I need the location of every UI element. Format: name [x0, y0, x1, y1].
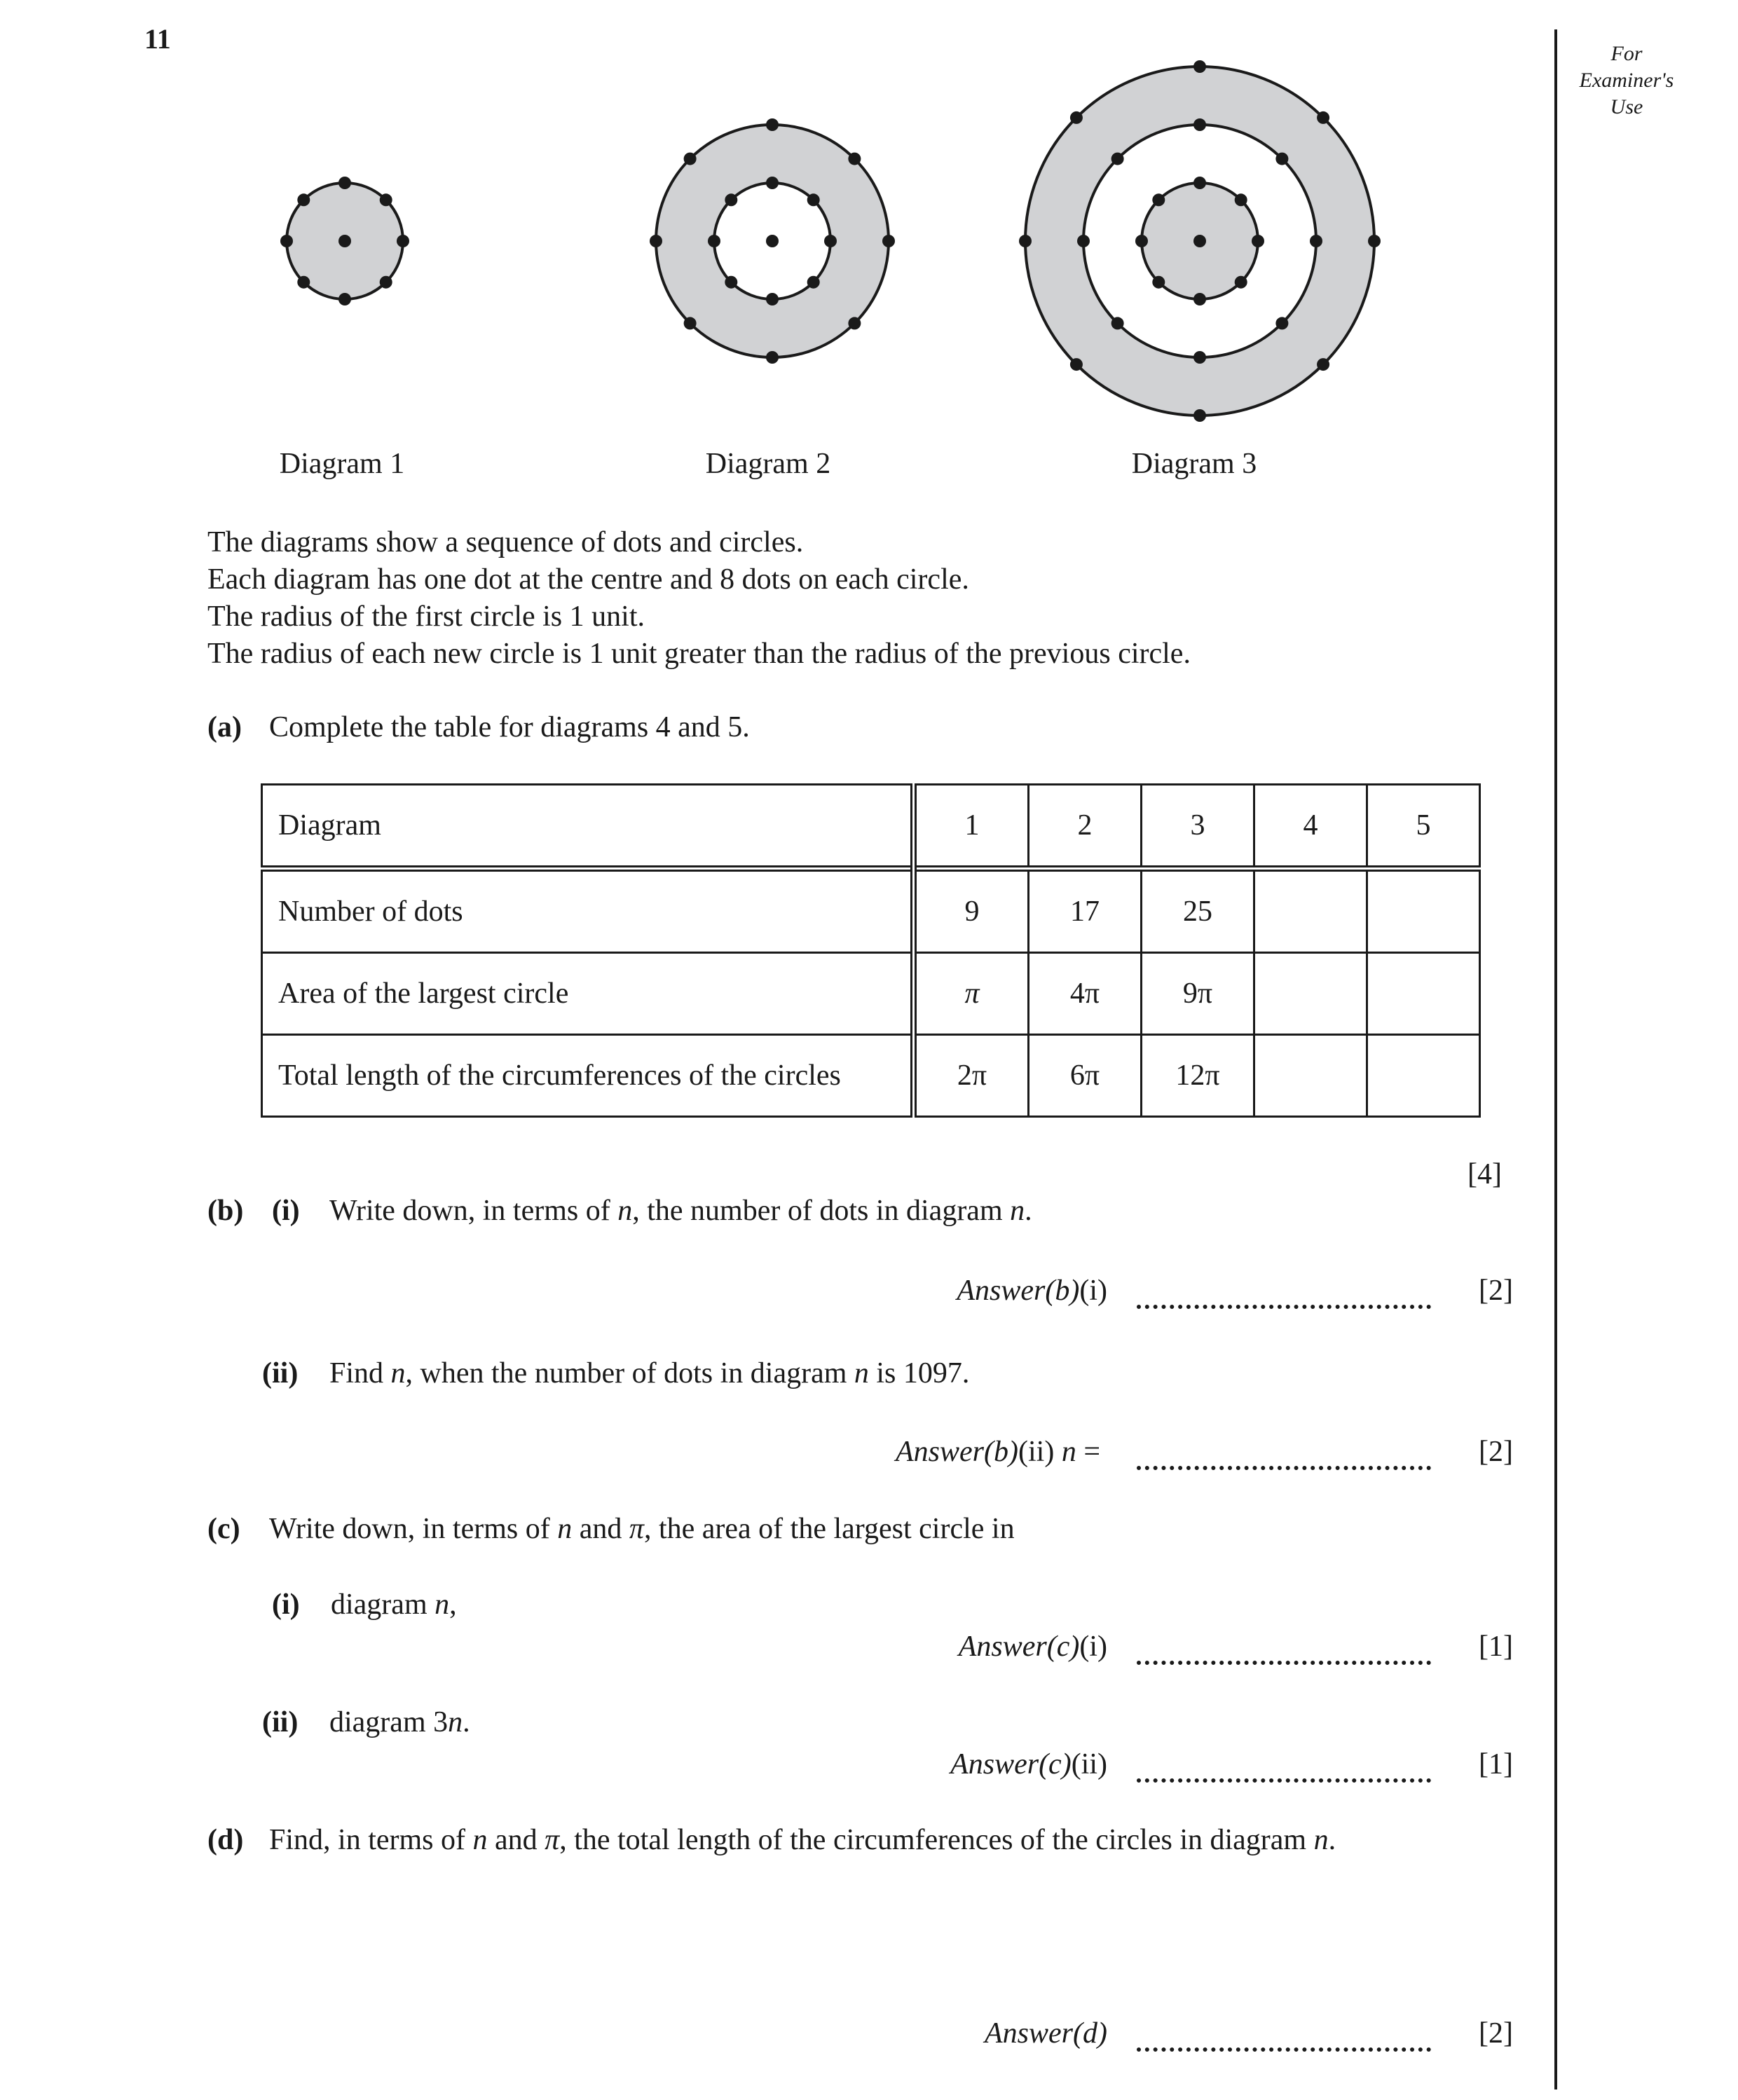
- part-b-ii-question: [262, 1357, 969, 1390]
- variable: n: [434, 1588, 450, 1621]
- table-cell: π: [914, 953, 1029, 1035]
- intro-line: Each diagram has one dot at the centre and 8 dots on each circle.: [207, 563, 969, 596]
- question-text: , the number of dots in diagram: [632, 1195, 1011, 1227]
- part-c-i-question: [272, 1588, 457, 1621]
- table-row: [262, 1035, 1480, 1117]
- question-text: .: [463, 1706, 470, 1738]
- dot: [1070, 358, 1083, 371]
- dot: [1152, 193, 1165, 206]
- answer-cell[interactable]: [1254, 869, 1367, 953]
- answer-b-i-line[interactable]: [1137, 1305, 1431, 1309]
- table-cell: 9: [914, 869, 1029, 953]
- diagram-3-caption: Diagram 3: [1131, 448, 1257, 480]
- table-row: [262, 869, 1480, 953]
- dot: [725, 193, 737, 206]
- table-row: [262, 953, 1480, 1035]
- part-a-question: [207, 711, 750, 744]
- dot: [1193, 60, 1206, 73]
- answer-cell[interactable]: [1254, 953, 1367, 1035]
- dot: [1193, 351, 1206, 364]
- dot: [338, 177, 351, 189]
- question-text: Find, in terms of: [269, 1824, 473, 1856]
- sequence-table: [261, 783, 1481, 1118]
- answer-suffix: (i): [1079, 1275, 1107, 1307]
- question-text: , the area of the largest circle in: [643, 1513, 1015, 1545]
- question-text: and: [572, 1513, 629, 1545]
- dot: [684, 153, 697, 165]
- examiner-line: For: [1610, 42, 1643, 65]
- part-d-question: [207, 1823, 1336, 1857]
- answer-c-ii-label: [757, 1748, 1107, 1781]
- answer-c-i-label: [757, 1630, 1107, 1663]
- row-label: Number of dots: [262, 869, 914, 953]
- variable: π: [545, 1824, 560, 1856]
- variable: n: [557, 1513, 573, 1545]
- answer-d-line[interactable]: [1137, 2047, 1431, 2052]
- answer-suffix: (i): [1079, 1631, 1107, 1663]
- answer-label: Answer(b): [896, 1436, 1018, 1468]
- dot: [824, 235, 837, 247]
- answer-label: Answer(b): [957, 1275, 1080, 1307]
- dot: [766, 118, 779, 131]
- dot: [1152, 276, 1165, 289]
- dot: [725, 276, 737, 289]
- intro-line: The radius of the first circle is 1 unit.: [207, 601, 645, 633]
- variable: n: [617, 1195, 633, 1227]
- dot: [1275, 317, 1288, 329]
- dot: [297, 276, 310, 289]
- answer-c-i-line[interactable]: [1137, 1661, 1431, 1665]
- dot: [1111, 317, 1124, 329]
- answer-label: Answer(d): [985, 2017, 1107, 2050]
- dot: [338, 293, 351, 306]
- part-b-i-question: [207, 1194, 1032, 1228]
- dot: [684, 317, 697, 329]
- answer-b-i-label: [757, 1274, 1107, 1308]
- dot: [1317, 111, 1329, 124]
- table-row: [262, 785, 1480, 869]
- part-c-ii-label: (ii): [262, 1706, 299, 1738]
- dot: [1077, 235, 1090, 247]
- dot: [708, 235, 720, 247]
- table-header-cell: 5: [1367, 785, 1480, 869]
- diagram-sequence: [0, 0, 1542, 448]
- part-a-text: Complete the table for diagrams 4 and 5.: [269, 711, 750, 743]
- answer-suffix: =: [1076, 1436, 1100, 1468]
- dot: [848, 153, 861, 165]
- answer-c-ii-line[interactable]: [1137, 1778, 1431, 1783]
- part-d-mark: [2]: [1479, 2017, 1513, 2050]
- dot: [1193, 409, 1206, 422]
- answer-label: Answer(c): [958, 1631, 1080, 1663]
- question-text: Write down, in terms of: [269, 1513, 558, 1545]
- dot: [650, 235, 662, 247]
- intro-line: The radius of each new circle is 1 unit greater than the radius of the previous circle.: [207, 638, 1191, 670]
- dot: [1252, 235, 1264, 247]
- table-header-cell: 2: [1029, 785, 1142, 869]
- intro-line: The diagrams show a sequence of dots and circles.: [207, 526, 804, 558]
- table-cell: 4π: [1029, 953, 1142, 1035]
- diagram-1-caption: Diagram 1: [279, 448, 405, 480]
- table-header-cell: 4: [1254, 785, 1367, 869]
- centre-dot: [1193, 235, 1206, 247]
- table-cell: 2π: [914, 1035, 1029, 1117]
- dot: [1317, 358, 1329, 371]
- dot: [1193, 118, 1206, 131]
- dot: [1235, 193, 1247, 206]
- dot: [766, 351, 779, 364]
- examiner-line: Use: [1610, 95, 1643, 118]
- question-text: .: [1025, 1195, 1032, 1227]
- dot: [297, 193, 310, 206]
- question-text: is 1097.: [868, 1357, 970, 1389]
- part-d-label: (d): [207, 1824, 244, 1856]
- question-text: and: [487, 1824, 545, 1856]
- part-c-question: [207, 1512, 1015, 1546]
- part-b-i-label: (i): [272, 1195, 300, 1227]
- dot: [1310, 235, 1322, 247]
- answer-suffix: (ii): [1071, 1748, 1107, 1780]
- variable: n: [390, 1357, 406, 1389]
- variable: n: [1313, 1824, 1329, 1856]
- question-text: .: [1328, 1824, 1336, 1856]
- question-text: , the total length of the circumferences of the circles in diagram: [559, 1824, 1314, 1856]
- diagram-2-caption: Diagram 2: [705, 448, 831, 480]
- dot: [1275, 153, 1288, 165]
- dot: [397, 235, 409, 247]
- dot: [1368, 235, 1381, 247]
- question-text: Write down, in terms of: [329, 1195, 618, 1227]
- table-cell: 12π: [1142, 1035, 1254, 1117]
- dot: [766, 293, 779, 306]
- part-a-mark: [4]: [1467, 1158, 1502, 1190]
- row-label: Area of the largest circle: [262, 953, 914, 1035]
- question-text: , when the number of dots in diagram: [405, 1357, 854, 1389]
- part-c-label: (c): [207, 1513, 240, 1545]
- dot: [882, 235, 895, 247]
- examiner-line: Examiner's: [1579, 69, 1674, 92]
- answer-cell[interactable]: [1367, 953, 1480, 1035]
- intro-text: [207, 524, 1191, 673]
- centre-dot: [766, 235, 779, 247]
- answer-d-label: [757, 2017, 1107, 2050]
- centre-dot: [338, 235, 351, 247]
- part-b-label: (b): [207, 1195, 244, 1227]
- table-cell: 25: [1142, 869, 1254, 953]
- examiner-use-box: [1560, 41, 1693, 121]
- question-text: diagram 3: [329, 1706, 449, 1738]
- table-header-cell: 1: [914, 785, 1029, 869]
- part-a-label: (a): [207, 711, 242, 743]
- table-cell: 9π: [1142, 953, 1254, 1035]
- dot: [1070, 111, 1083, 124]
- dot: [848, 317, 861, 329]
- part-b-ii-label: (ii): [262, 1357, 299, 1389]
- table-cell: 17: [1029, 869, 1142, 953]
- part-c-i-label: (i): [272, 1588, 300, 1621]
- variable: n: [854, 1357, 869, 1389]
- dot: [1111, 153, 1124, 165]
- question-text: ,: [449, 1588, 457, 1621]
- variable: π: [629, 1513, 644, 1545]
- part-b-i-mark: [2]: [1479, 1275, 1513, 1307]
- dot: [1135, 235, 1148, 247]
- answer-cell[interactable]: [1367, 869, 1480, 953]
- part-b-ii-mark: [2]: [1479, 1436, 1513, 1468]
- question-text: diagram: [331, 1588, 435, 1621]
- variable: n: [1061, 1436, 1076, 1468]
- dot: [807, 193, 820, 206]
- dot: [807, 276, 820, 289]
- dot: [380, 193, 392, 206]
- answer-label: Answer(c): [950, 1748, 1072, 1780]
- table-header-cell: 3: [1142, 785, 1254, 869]
- part-c-ii-mark: [1]: [1479, 1748, 1513, 1780]
- part-c-ii-question: [262, 1706, 470, 1739]
- answer-b-ii-line[interactable]: [1137, 1466, 1431, 1470]
- question-number: 11: [144, 23, 171, 55]
- dot: [1193, 177, 1206, 189]
- variable: n: [1010, 1195, 1025, 1227]
- dot: [380, 276, 392, 289]
- answer-suffix: (ii): [1018, 1436, 1062, 1468]
- answer-b-ii-label: [757, 1435, 1100, 1469]
- variable: n: [472, 1824, 488, 1856]
- dot: [1235, 276, 1247, 289]
- table-cell: 6π: [1029, 1035, 1142, 1117]
- dot: [1193, 293, 1206, 306]
- answer-cell[interactable]: [1367, 1035, 1480, 1117]
- dot: [766, 177, 779, 189]
- question-text: Find: [329, 1357, 391, 1389]
- answer-cell[interactable]: [1254, 1035, 1367, 1117]
- dot: [280, 235, 293, 247]
- part-c-i-mark: [1]: [1479, 1631, 1513, 1663]
- dot: [1019, 235, 1032, 247]
- variable: n: [448, 1706, 463, 1738]
- margin-rule: [1554, 29, 1557, 2089]
- table-header-label: Diagram: [262, 785, 914, 869]
- row-label: Total length of the circumferences of the circles: [262, 1035, 914, 1117]
